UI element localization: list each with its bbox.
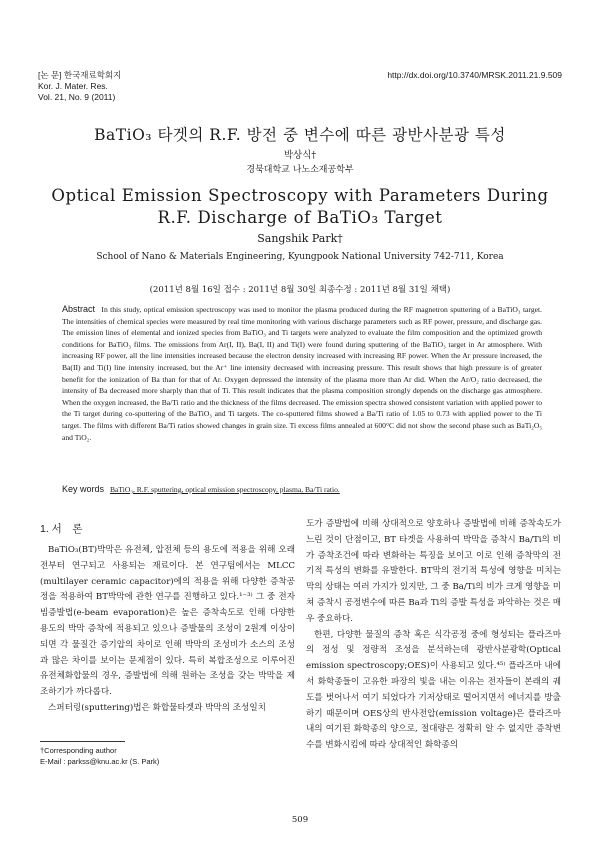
- footnote-divider: [40, 741, 125, 742]
- abstract: [62, 304, 542, 443]
- affiliation-korean: 경북대학교 나노소재공학부: [246, 165, 354, 175]
- body-column-right: [306, 517, 561, 754]
- doi-link[interactable]: http://dx.doi.org/10.3740/MRSK.2011.21.9.509: [387, 70, 562, 80]
- title-english: Optical Emission Spectroscopy with Parameters During R.F. Discharge of BaTiO₃ Target: [51, 186, 549, 227]
- paragraph: 스퍼터링(sputtering)법은 화합물타겟과 박막의 조성일치: [48, 702, 266, 713]
- abstract-label: Abstract: [62, 304, 96, 314]
- paragraph: 도가 증발법에 비해 상대적으로 양호하나 증발법에 비해 증착속도가 느린 것이 단점이고, BT 타겟을 사용하여 박막을 증착시 Ba/Ti의 비가 증착조건에 따라 변화하는 특징을 보이고 이로 인해 증착막의 전기적 특성의 변화를 유발한다. BT막의 전기적 특성에 영향을 미치는 막의 상태는 여러 가지가 있지만, 그 중 Ba/Ti의 비가 크게 영향을 미쳐 증착시 공정변수에 따른 Ba과 Ti의 증발 특성을 파악하는 것은 매우 중요하다.: [306, 519, 561, 624]
- journal-name-en: Kor. J. Mater. Res.: [38, 81, 108, 91]
- section-heading-introduction: 1. 서 론: [40, 523, 83, 535]
- author-korean: 박상식†: [283, 150, 317, 161]
- author-english: Sangshik Park†: [257, 232, 343, 245]
- received-dates: (2011년 8월 16일 접수 : 2011년 8월 30일 최종수정 : 2011년 8월 31일 채택): [149, 285, 451, 295]
- title-korean: BaTiO₃ 타겟의 R.F. 방전 중 변수에 따른 광반사분광 특성: [94, 126, 506, 144]
- paragraph: 한편, 다양한 물질의 증착 혹은 식각공정 중에 형성되는 플라즈마의 정성 및 정량적 조성을 분석하는데 광반사분광학(Optical emission spectroscopy;OES)이 사용되고 있다.⁴⁵⁾ 플라즈마 내에서 화학종들이 고유한 파장의 빛을 내는 이유는 전자들이 본래의 궤도를 벗어나서 여기 되었다가 기저상태로 떨어지면서 에너지를 방출하기 때문이며 OES상의 반사전압(emission voltage)은 플라즈마 내의 여기된 화학종의 양으로, 절대량은 정확히 알 수 없지만 증착변수를 변화시킴에 따라 상대적인 화학종의: [306, 629, 561, 751]
- footnotes: [40, 745, 159, 767]
- author-email[interactable]: E-Mail : parkss@knu.ac.kr (S. Park): [40, 757, 160, 766]
- keywords-text: BaTiO₃, R.F. sputtering, optical emission spectroscopy, plasma, Ba/Ti ratio.: [109, 485, 340, 494]
- journal-volume: Vol. 21, No. 9 (2011): [38, 92, 116, 102]
- corresponding-author-note: †Corresponding author: [40, 746, 117, 755]
- journal-header: [38, 70, 121, 103]
- body-column-left: [40, 543, 295, 717]
- journal-name-ko: [논 문] 한국재료학회지: [38, 70, 122, 80]
- keywords-label: Key words: [62, 484, 105, 494]
- keywords: [62, 484, 542, 494]
- affiliation-english: School of Nano & Materials Engineering, Kyungpook National University 742-711, Korea: [96, 252, 504, 262]
- page-number: 509: [291, 815, 309, 825]
- abstract-text: In this study, optical emission spectroscopy was used to monitor the plasma produced during the RF magnetron sputtering of a BaTiO₃ target. The intensities of chemical species were measured by real time monitoring with various discharge parameters such as RF power, pressure, and discharge gas. The emission lines of elemental and ionized species from BaTiO₃ and Ti targets were analyzed to evaluate the film composition and the optimized growth conditions for BaTiO₃ films. The emissions from Ar(I, II), Ba(I, II) and Ti(I) were found during sputtering of the BaTiO₃ target in Ar atmosphere. With increasing RF power, all the line intensities increased because the electron density increased with increasing RF power. When the Ar pressure increased, the Ba(II) and Ti(I) line intensity increased, but the Ar⁺ line intensity decreased with increasing pressure. This result shows that high pressure is of greater benefit for the ionization of Ba than for that of Ar. Oxygen depressed the intensity of the plasma more than Ar did. When the Ar/O₂ ratio decreased, the intensity of Ba decreased more sharply than that of Ti. This result indicates that the plasma composition strongly depends on the discharge gas atmosphere. When the oxygen increased, the Ba/Ti ratio and the thickness of the films decreased. The emission spectra showed consistent variation with applied power to the Ti target during co-sputtering of the BaTiO₃ and Ti targets. The co-sputtered films showed a Ba/Ti ratio of 1.05 to 0.73 with applied power to the Ti target. The films with different Ba/Ti ratios showed changes in grain size. Ti excess films annealed at 600°C did not show the second phase such as BaTi₂O₅ and TiO₂.: [62, 305, 542, 442]
- paragraph: BaTiO₃(BT)박막은 유전체, 압전체 등의 용도에 적용을 위해 오래 전부터 연구되고 사용되는 재료이다. 본 연구팀에서는 MLCC (multilayer ceramic capacitor)에의 적용을 위해 다양한 증착공정을 적용하여 BT박막에 관한 연구를 진행하고 있다.¹⁻³⁾ 그 중 전자빔증발법(e-beam evaporation)은 높은 증착속도로 인해 다양한 용도의 박막 증착에 적용되고 있으나 증발물의 조성이 2원계 이상이 되면 각 물질간 증기압의 차이로 인해 박막의 조성비가 소스의 조성과 많은 차이를 보이는 문제점이 있다. 특히 복합조성으로 이루어진 유전체화합물의 경우, 증발법에 의해 원하는 조성을 갖는 박막을 제조하기가 까다롭다.: [40, 545, 295, 698]
